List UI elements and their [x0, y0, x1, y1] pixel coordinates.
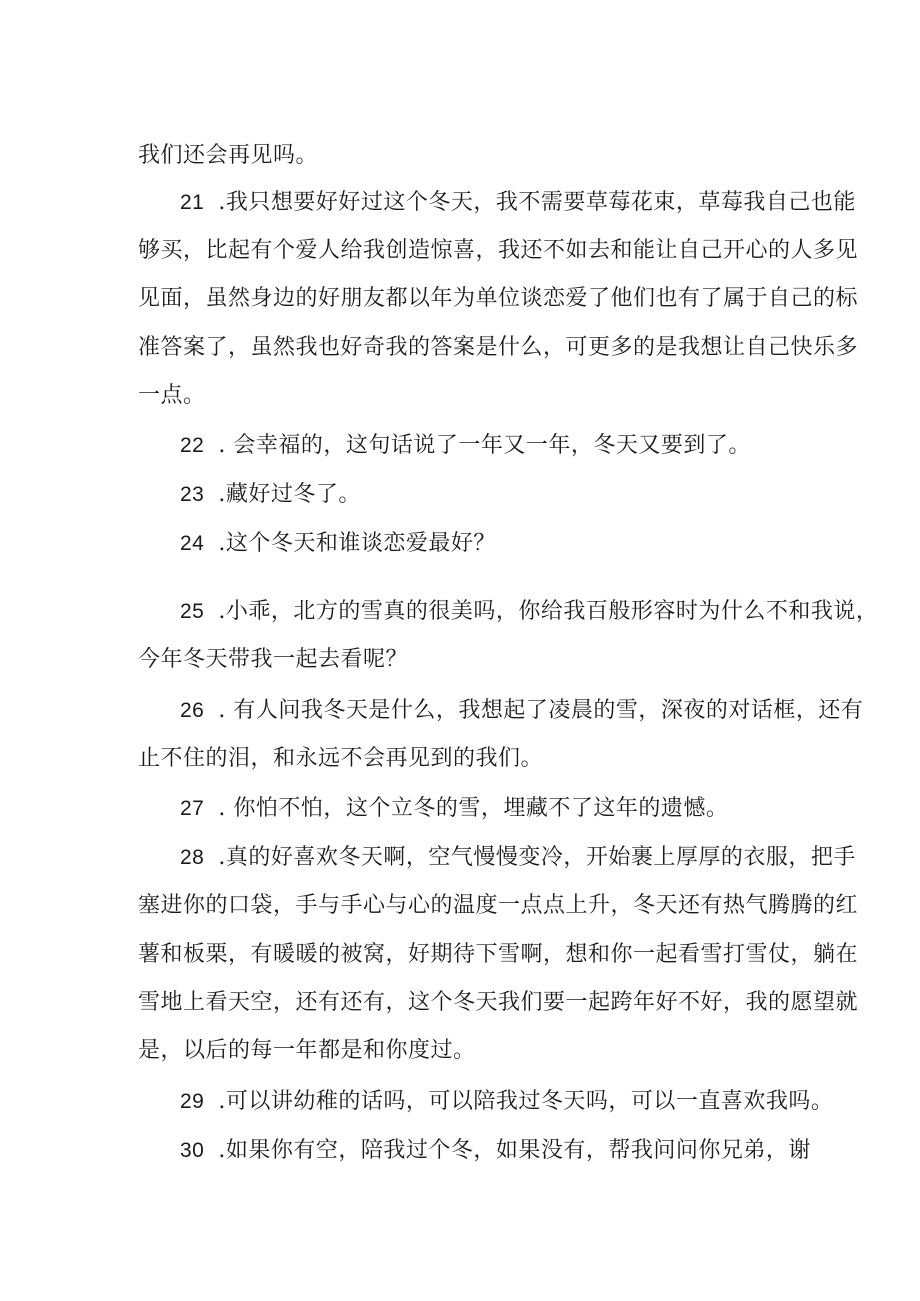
item-number: 25 — [180, 600, 205, 623]
item-number: 24 — [180, 532, 205, 555]
item-number: 26 — [180, 699, 205, 722]
item-30: 30 .如果你有空，陪我过个冬，如果没有，帮我问问你兄弟，谢 — [180, 1138, 811, 1163]
item-number: 27 — [180, 797, 205, 820]
item-number: 28 — [180, 846, 205, 869]
item-28-line-2: 塞进你的口袋，手与手心与心的温度一点点上升，冬天还有热气腾腾的红 — [138, 893, 859, 918]
item-number: 22 — [180, 434, 205, 457]
item-21-line-2: 够买，比起有个爱人给我创造惊喜，我还不如去和能让自己开心的人多见 — [138, 238, 859, 263]
item-28-line-5: 是，以后的每一年都是和你度过。 — [138, 1038, 476, 1063]
item-25-line-2: 今年冬天带我一起去看呢？ — [138, 647, 409, 672]
item-25-line-1: 25 .小乖，北方的雪真的很美吗，你给我百般形容时为什么不和我说， — [180, 599, 879, 624]
item-27: 27 . 你怕不怕，这个立冬的雪，埋藏不了这年的遗憾。 — [180, 796, 729, 821]
item-21-line-4: 准答案了，虽然我也好奇我的答案是什么，可更多的是我想让自己快乐多 — [138, 335, 859, 360]
item-26-line-2: 止不住的泪，和永远不会再见到的我们。 — [138, 746, 544, 771]
item-number: 29 — [180, 1090, 205, 1113]
item-21-line-5: 一点。 — [138, 383, 206, 408]
item-29: 29 .可以讲幼稚的话吗，可以陪我过冬天吗，可以一直喜欢我吗。 — [180, 1089, 834, 1114]
item-23: 23 .藏好过冬了。 — [180, 482, 361, 507]
item-number: 21 — [180, 191, 205, 214]
item-24: 24 .这个冬天和谁谈恋爱最好？ — [180, 531, 496, 556]
item-28-line-1: 28 .真的好喜欢冬天啊，空气慢慢变冷，开始裹上厚厚的衣服，把手 — [180, 845, 856, 870]
item-28-line-3: 薯和板栗，有暖暖的被窝，好期待下雪啊，想和你一起看雪打雪仗，躺在 — [138, 942, 859, 967]
item-number: 30 — [180, 1139, 205, 1162]
paragraph-continuation: 我们还会再见吗。 — [138, 143, 319, 168]
item-21-line-3: 见面，虽然身边的好朋友都以年为单位谈恋爱了他们也有了属于自己的标 — [138, 286, 859, 311]
item-26-line-1: 26 . 有人问我冬天是什么，我想起了凌晨的雪，深夜的对话框，还有 — [180, 698, 864, 723]
item-28-line-4: 雪地上看天空，还有还有，这个冬天我们要一起跨年好不好，我的愿望就 — [138, 990, 859, 1015]
item-22: 22 . 会幸福的，这句话说了一年又一年，冬天又要到了。 — [180, 433, 751, 458]
item-number: 23 — [180, 483, 205, 506]
item-21-line-1: 21 .我只想要好好过这个冬天，我不需要草莓花束，草莓我自己也能 — [180, 190, 856, 215]
